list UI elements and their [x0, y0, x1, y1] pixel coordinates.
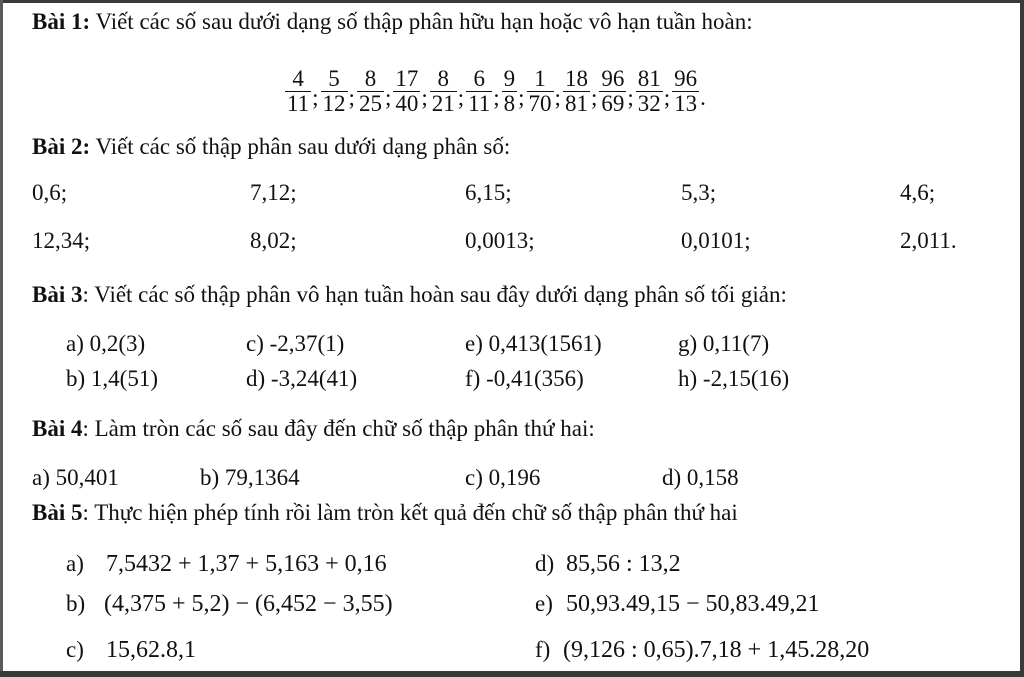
- fraction-numerator: 81: [637, 65, 661, 91]
- bai3-item: g) 0,11(7): [678, 331, 770, 356]
- bai4-item: b) 79,1364: [200, 465, 300, 490]
- bai4-text: : Làm tròn các số sau đây đến chữ số thập phân thứ hai:: [82, 416, 595, 441]
- bai2-item: 0,0101;: [681, 228, 751, 253]
- bai4-item: c) 0,196: [465, 465, 541, 490]
- bai2-item: 12,34;: [32, 228, 91, 253]
- fraction-denominator: 11: [287, 90, 310, 116]
- bai5-expression: 50,93.49,15 − 50,83.49,21: [566, 591, 820, 617]
- fraction-separator: ;: [518, 85, 525, 110]
- fraction: [502, 67, 518, 116]
- fraction-numerator: 8: [437, 65, 449, 91]
- fraction-denominator: 70: [528, 90, 552, 116]
- frame-bottom-border: [0, 671, 1024, 677]
- bai2-item: 0,0013;: [465, 228, 535, 253]
- bai5-item-label: c): [66, 637, 84, 662]
- bai5-item-label: a): [66, 551, 84, 576]
- bai3-item: a) 0,2(3): [66, 331, 146, 356]
- fraction-denominator: 81: [564, 90, 588, 116]
- bai3-item: f) -0,41(356): [465, 366, 584, 391]
- fraction-separator: ;: [627, 85, 634, 110]
- bai5-expression: (9,126 : 0,65).7,18 + 1,45.28,20: [563, 637, 870, 663]
- fraction-separator: ;: [663, 85, 671, 110]
- bai1-label: Bài 1:: [32, 9, 91, 34]
- fraction-numerator: 96: [674, 65, 698, 91]
- fraction-numerator: 4: [292, 65, 304, 91]
- fraction: [636, 67, 663, 116]
- bai3-item: h) -2,15(16): [678, 366, 790, 391]
- fraction: [393, 67, 420, 116]
- bai5-expression: (4,375 + 5,2) − (6,452 − 3,55): [104, 591, 393, 617]
- bai5-expression: 85,56 : 13,2: [566, 551, 681, 577]
- bai4-heading: [32, 415, 595, 443]
- fraction: [466, 67, 492, 116]
- bai3-item: b) 1,4(51): [66, 366, 158, 391]
- fraction-denominator: 69: [601, 90, 625, 116]
- bai5-text: : Thực hiện phép tính rồi làm tròn kết quả đến chữ số thập phân thứ hai: [82, 500, 738, 525]
- fraction-numerator: 18: [564, 65, 588, 91]
- bai3-heading: [32, 281, 787, 309]
- bai3-text: : Viết các số thập phân vô hạn tuần hoàn sau đây dưới dạng phân số tối giản:: [82, 282, 787, 307]
- fraction-numerator: 17: [395, 65, 419, 91]
- fraction: [430, 67, 457, 116]
- bai1-text: Viết các số sau dưới dạng số thập phân hữu hạn hoặc vô hạn tuần hoàn:: [90, 9, 753, 34]
- bai2-heading: [32, 133, 510, 161]
- bai5-item-label: f): [535, 637, 551, 662]
- fraction-numerator: 6: [473, 65, 485, 91]
- frame-top-border: [0, 0, 1024, 3]
- fraction-denominator: 12: [322, 90, 346, 116]
- fraction-separator: ;: [493, 85, 500, 110]
- bai5-item-label: b): [66, 591, 86, 616]
- fraction-separator: ;: [348, 85, 355, 110]
- fraction-numerator: 96: [601, 65, 625, 91]
- fraction: [563, 67, 590, 116]
- frame-left-border: [0, 0, 3, 677]
- fraction: [321, 67, 348, 116]
- fraction-denominator: 40: [395, 90, 419, 116]
- bai2-text: Viết các số thập phân sau dưới dạng phân số:: [90, 134, 511, 159]
- fraction-denominator: 8: [503, 90, 516, 116]
- bai2-item: 6,15;: [465, 180, 512, 205]
- bai5-label: Bài 5: [32, 500, 83, 525]
- bai2-item: 8,02;: [250, 228, 297, 253]
- fraction: [599, 67, 626, 116]
- fraction-end-mark: .: [700, 85, 706, 110]
- bai4-item: a) 50,401: [32, 465, 119, 490]
- bai5-heading: [32, 499, 738, 527]
- bai2-item: 7,12;: [250, 180, 297, 205]
- bai5-expression: 7,5432 + 1,37 + 5,163 + 0,16: [106, 551, 387, 577]
- bai2-label: Bài 2:: [32, 134, 91, 159]
- fraction: [357, 67, 384, 116]
- fraction-denominator: 25: [358, 90, 382, 116]
- fraction-separator: ;: [554, 85, 561, 110]
- fraction-separator: ;: [384, 85, 392, 110]
- fraction-numerator: 1: [534, 65, 546, 91]
- fraction-denominator: 11: [468, 90, 491, 116]
- bai3-item: d) -3,24(41): [246, 366, 358, 391]
- fraction-separator: ;: [312, 85, 319, 110]
- bai4-item: d) 0,158: [662, 465, 739, 490]
- fraction-denominator: 21: [431, 90, 455, 116]
- bai3-item: e) 0,413(1561): [465, 331, 602, 356]
- bai5-item-label: e): [535, 591, 553, 616]
- bai3-item: c) -2,37(1): [246, 331, 345, 356]
- bai1-heading: [32, 8, 753, 36]
- bai5-expression: 15,62.8,1: [106, 637, 196, 663]
- frame-right-border: [1020, 0, 1024, 677]
- bai2-item: 0,6;: [32, 180, 68, 205]
- fraction: [527, 67, 554, 116]
- fraction: [285, 67, 311, 116]
- bai1-fraction-list: [284, 58, 707, 124]
- bai2-item: 5,3;: [681, 180, 717, 205]
- fraction-separator: ;: [457, 85, 465, 110]
- fraction-numerator: 5: [328, 65, 340, 91]
- bai5-item-label: d): [535, 551, 555, 576]
- fraction-numerator: 8: [364, 65, 377, 91]
- bai2-item: 2,011.: [900, 228, 957, 253]
- fraction-separator: ;: [421, 85, 428, 110]
- fraction-numerator: 9: [503, 65, 516, 91]
- fraction-denominator: 32: [637, 90, 661, 116]
- bai3-label: Bài 3: [32, 282, 83, 307]
- bai4-label: Bài 4: [32, 416, 83, 441]
- fraction-separator: ;: [590, 85, 598, 110]
- fraction: [672, 67, 699, 116]
- fraction-denominator: 13: [674, 90, 698, 116]
- bai2-item: 4,6;: [900, 180, 936, 205]
